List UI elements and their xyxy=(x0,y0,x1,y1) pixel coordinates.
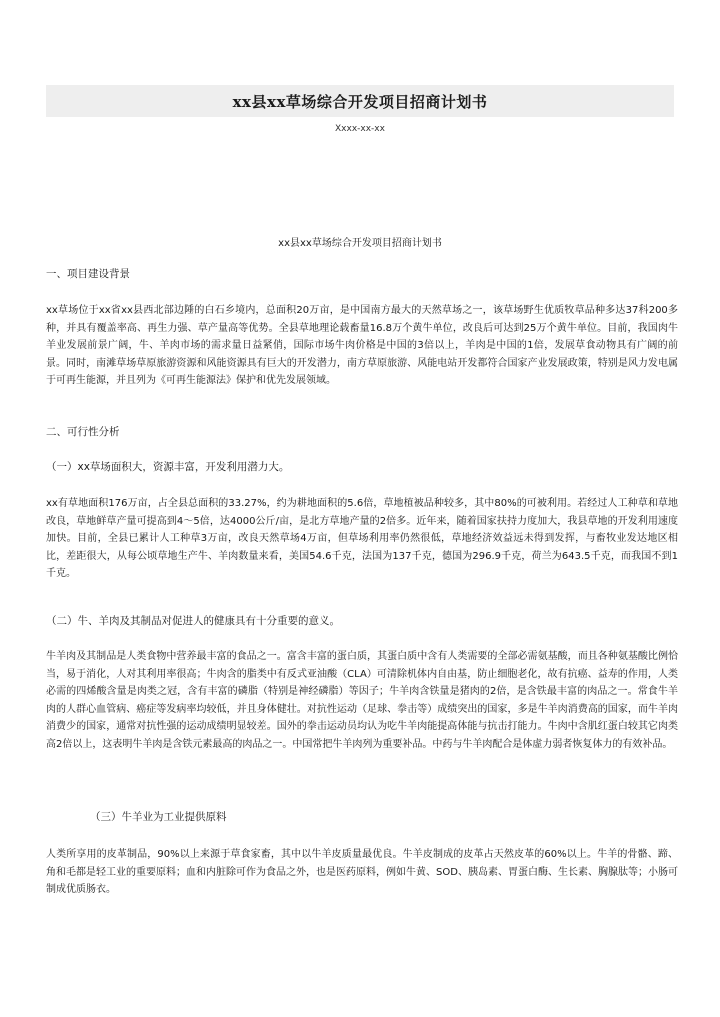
title-banner xyxy=(46,85,674,117)
section1-heading: 一、项目建设背景 xyxy=(46,268,130,280)
section2-heading: 二、可行性分析 xyxy=(46,426,120,438)
subsection1-paragraph: xx有草地面积176万亩，占全县总面积的33.27%，约为耕地面积的5.6倍，草地植被品种较多，其中80%的可被利用。若经过人工种草和草地改良，草地鲜草产量可提高到4～5倍，达4000公斤/亩，是北方草地产量的2倍多。近年来，随着国家扶持力度加大，我县草地的开发利用速度加快。目前，全县已累计人工种草3万亩，改良天然草场4万亩，但草场利用率仍然很低，草地经济效益远未得到发挥，与畜牧业发达地区相比，差距很大，从每公顷草地生产牛、羊肉数量来看，美国54.6千克，法国为137千克，德国为296.9千克，荷兰为643.5千克，而我国不到1千克。 xyxy=(46,498,678,580)
section1-paragraph: xx草场位于xx省xx县西北部边陲的白石乡境内，总面积20万亩，是中国南方最大的天然草场之一，该草场野生优质牧草品种多达37科200多种，并具有覆盖率高、再生力强、草产量高等优势。全县草地理论载畜量16.8万个黄牛单位，改良后可达到25万个黄牛单位。目前，我国肉牛羊业发展前景广阔，牛、羊肉市场的需求量日益紧俏，国际市场牛肉价格是中国的3倍以上，羊肉是中国的1倍，发展草食动物具有广阔的前景。同时，南滩草场草原旅游资源和风能资源具有巨大的开发潜力，南方草原旅游、风能电站开发都符合国家产业发展政策，特别是风力发电属于可再生能源，并且列为《可再生能源法》保护和优先发展领域。 xyxy=(46,305,678,387)
subsection1-heading: （一）xx草场面积大，资源丰富，开发利用潜力大。 xyxy=(46,461,290,473)
subsection2-paragraph: 牛羊肉及其制品是人类食物中营养最丰富的食品之一。富含丰富的蛋白质，其蛋白质中含有人类需要的全部必需氨基酸，而且各种氨基酸比例恰当，易于消化，人对其利用率很高；牛肉含的脂类中有反式亚油酸（CLA）可清除机体内自由基，防止细胞老化，故有抗癌、益寿的作用，人类必需的四烯酸含量是肉类之冠，含有丰富的磷脂（特别是神经磷脂）等因子；牛羊肉含铁量是猪肉的2倍，是含铁最丰富的肉品之一。常食牛羊肉的人群心血管病、癌症等发病率均较低，并且身体健壮。对抗性运动（足球、拳击等）成绩突出的国家，多是牛羊肉消费高的国家，而牛羊肉消费少的国家，通常对抗性强的运动成绩明显较差。国外的拳击运动员均认为吃牛羊肉能提高体能与抗击打能力。牛肉中含肌红蛋白较其它肉类高2倍以上，这表明牛羊肉是含铁元素最高的肉品之一。中国常把牛羊肉列为重要补品。中药与牛羊肉配合是体虚力弱者恢复体力的有效补品。 xyxy=(46,651,678,750)
subsection3-heading: （三）牛羊业为工业提供原料 xyxy=(90,811,227,823)
document-date: Xxxx-xx-xx xyxy=(335,124,385,134)
subsection3-paragraph: 人类所享用的皮革制品，90%以上来源于草食家畜，其中以牛羊皮质量最优良。牛羊皮制成的皮革占天然皮革的60%以上。牛羊的骨骼、蹄、角和毛都是轻工业的重要原料；血和内脏除可作为食品之外，也是医药原料，例如牛黄、SOD、胰岛素、胃蛋白酶、生长素、胸腺肽等；小肠可制成优质肠衣。 xyxy=(46,849,678,896)
subsection2-heading: （二）牛、羊肉及其制品对促进人的健康具有十分重要的意义。 xyxy=(46,615,340,627)
document-subtitle: xx县xx草场综合开发项目招商计划书 xyxy=(278,238,442,249)
document-title: xx县xx草场综合开发项目招商计划书 xyxy=(232,92,488,111)
